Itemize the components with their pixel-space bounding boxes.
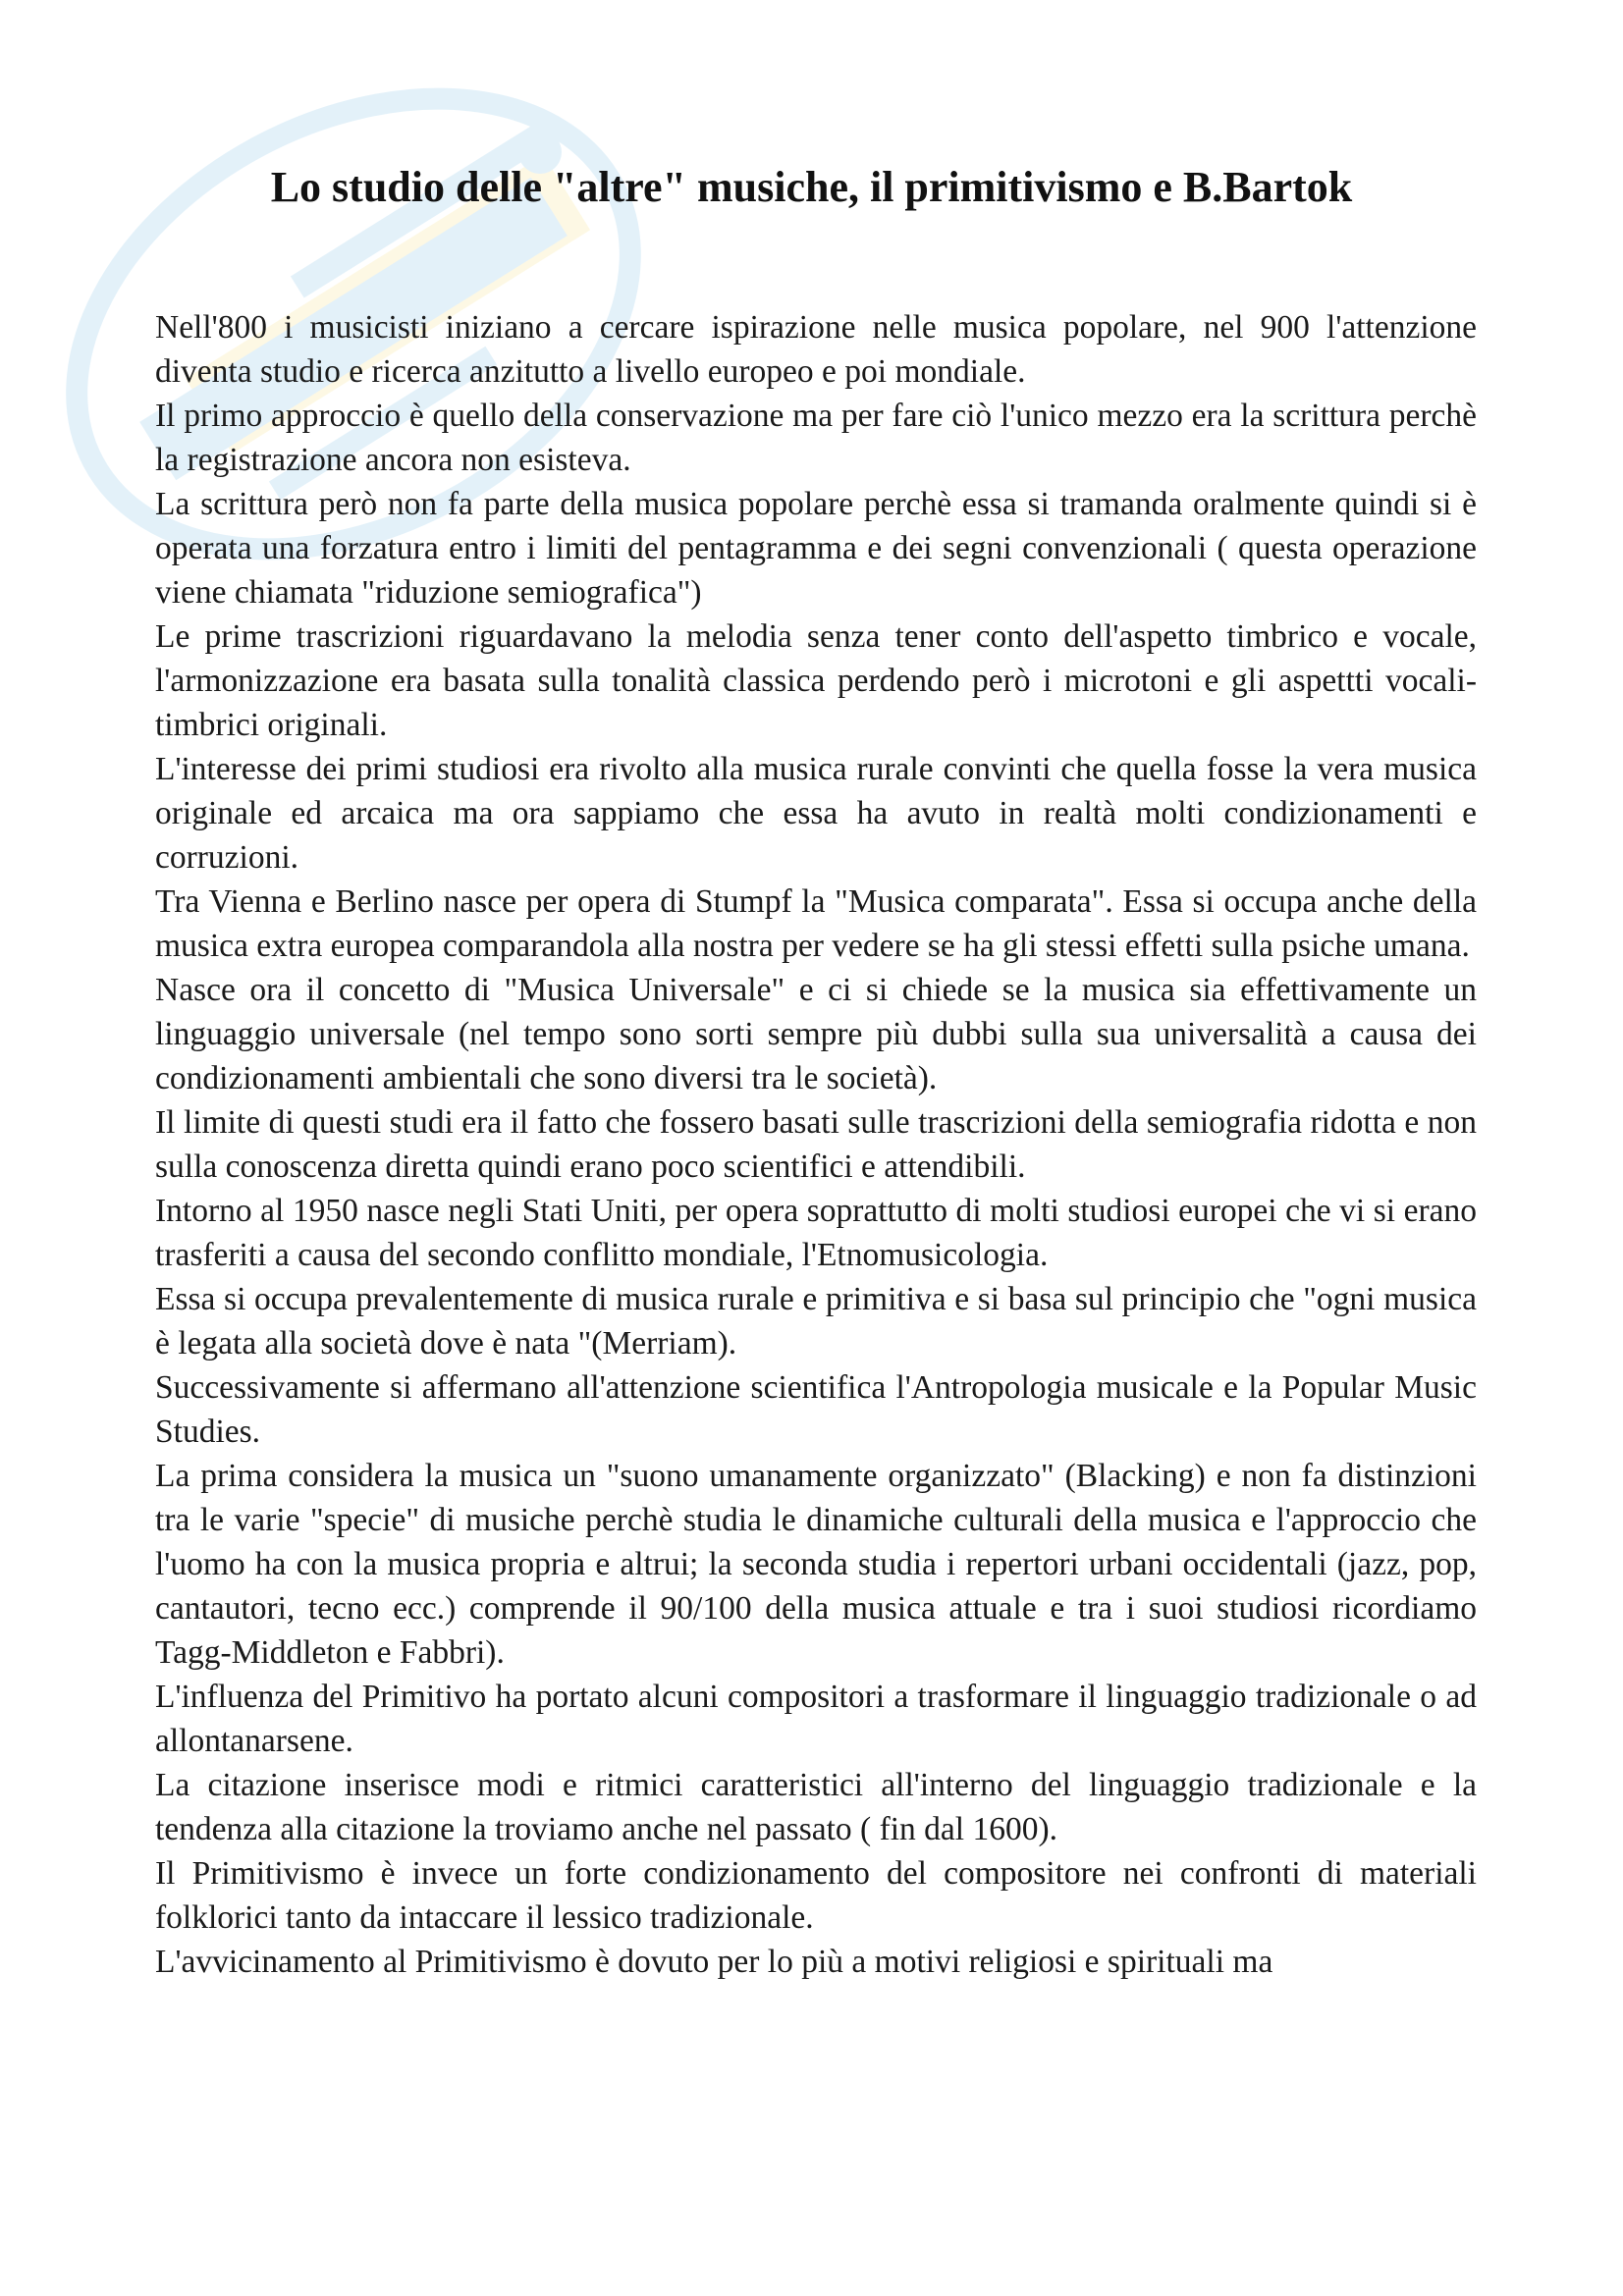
paragraph: Successivamente si affermano all'attenzione scientifica l'Antropologia musicale e la Popular Music Studies. — [155, 1369, 1477, 1450]
paragraph: La prima considera la musica un "suono umanamente organizzato" (Blacking) e non fa distinzioni tra le varie "specie" di musiche perchè studia le dinamiche culturali della musica e l'approccio che l'uomo ha con la musica propria e altrui; la seconda studia i repertori urbani occidentali (jazz, pop, cantautori, tecno ecc.) comprende il 90/100 della musica attuale e tra i suoi studiosi ricordiamo Tagg-Middleton e Fabbri). — [155, 1458, 1477, 1671]
paragraph: Nasce ora il concetto di "Musica Universale" e ci si chiede se la musica sia effettivamente un linguaggio universale (nel tempo sono sorti sempre più dubbi sulla sua universalità a causa dei condizionamenti ambientali che sono diversi tra le società). — [155, 972, 1477, 1096]
paragraph: Le prime trascrizioni riguardavano la melodia senza tener conto dell'aspetto timbrico e vocale, l'armonizzazione era basata sulla tonalità classica perdendo però i microtoni e gli aspettti vocali-timbrici originali. — [155, 618, 1477, 743]
paragraph: Intorno al 1950 nasce negli Stati Uniti, per opera soprattutto di molti studiosi europei che vi si erano trasferiti a causa del secondo conflitto mondiale, l'Etnomusicologia. — [155, 1193, 1477, 1273]
paragraph: L'influenza del Primitivo ha portato alcuni compositori a trasformare il linguaggio tradizionale o ad allontanarsene. — [155, 1679, 1477, 1759]
paragraph: Il primo approccio è quello della conservazione ma per fare ciò l'unico mezzo era la scrittura perchè la registrazione ancora non esisteva. — [155, 398, 1477, 478]
paragraph: L'interesse dei primi studiosi era rivolto alla musica rurale convinti che quella fosse la vera musica originale ed arcaica ma ora sappiamo che essa ha avuto in realtà molti condizionamenti e corruzioni. — [155, 751, 1477, 876]
paragraph: La citazione inserisce modi e ritmici caratteristici all'interno del linguaggio tradizionale e la tendenza alla citazione la troviamo anche nel passato ( fin dal 1600). — [155, 1767, 1477, 1847]
paragraph: Nell'800 i musicisti iniziano a cercare ispirazione nelle musica popolare, nel 900 l'attenzione diventa studio e ricerca anzitutto a livello europeo e poi mondiale. — [155, 309, 1477, 390]
paragraph: Tra Vienna e Berlino nasce per opera di Stumpf la "Musica comparata". Essa si occupa anche della musica extra europea comparandola alla nostra per vedere se ha gli stessi effetti sulla psiche umana. — [155, 883, 1477, 964]
document-body — [155, 305, 1477, 1984]
paragraph: La scrittura però non fa parte della musica popolare perchè essa si tramanda oralmente quindi si è operata una forzatura entro i limiti del pentagramma e dei segni convenzionali ( questa operazione viene chiamata "riduzione semiografica") — [155, 486, 1477, 611]
document-title: Lo studio delle "altre" musiche, il primitivismo e B.Bartok — [270, 163, 1353, 211]
paragraph: Il limite di questi studi era il fatto che fossero basati sulle trascrizioni della semiografia ridotta e non sulla conoscenza diretta quindi erano poco scientifici e attendibili. — [155, 1104, 1477, 1185]
paragraph: Il Primitivismo è invece un forte condizionamento del compositore nei confronti di materiali folklorici tanto da intaccare il lessico tradizionale. — [155, 1855, 1477, 1936]
paragraph: Essa si occupa prevalentemente di musica rurale e primitiva e si basa sul principio che "ogni musica è legata alla società dove è nata "(Merriam). — [155, 1281, 1477, 1362]
paragraph: L'avvicinamento al Primitivismo è dovuto per lo più a motivi religiosi e spirituali ma — [155, 1944, 1273, 1980]
